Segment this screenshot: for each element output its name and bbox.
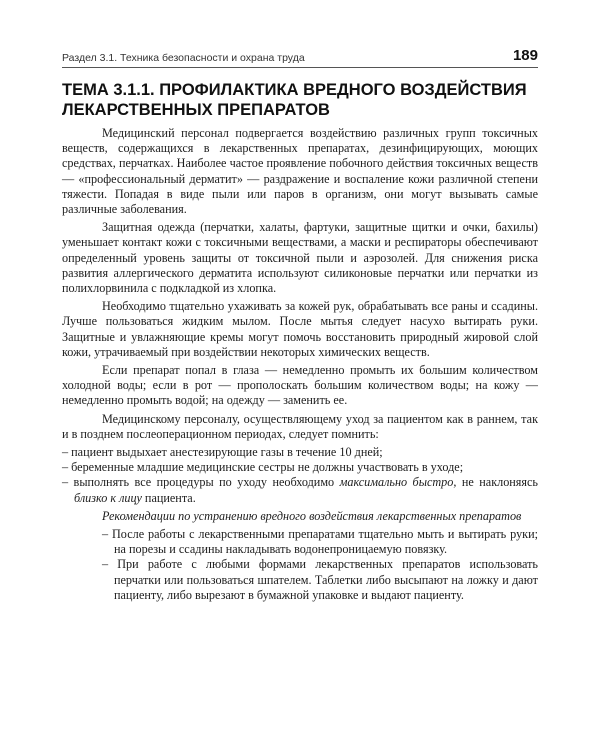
list-item-text: – выполнять все процедуры по уходу необходимо xyxy=(62,475,340,490)
list-item: – пациент выдыхает анестезирующие газы в течение 10 дней; xyxy=(62,445,383,460)
section-title: Раздел 3.1. Техника безопасности и охрана труда xyxy=(62,52,305,64)
list-item xyxy=(62,475,538,505)
page-number: 189 xyxy=(512,47,538,64)
running-header xyxy=(62,46,538,64)
recommendations-heading: Рекомендации по устранению вредного воздействия лекарственных препаратов xyxy=(102,508,522,523)
header-rule xyxy=(62,67,538,68)
emphasis-text: максимально быстро, xyxy=(339,475,457,490)
paragraph: Медицинский персонал подвергается воздействию различных групп токсичных веществ, содержащихся в лекарственных препаратах, дезинфицирующих, моющих средствах, перчатках. Наиболее частое проявление побочного действия токсичных веществ — «профессиональный дерматит» — раздражение и воспаление кожи различной степени тяжести. Попадая в виде пыли или паров в организм, они могут вызывать самые различные заболевания. xyxy=(62,126,538,217)
list-item: – беременные младшие медицинские сестры не должны участвовать в уходе; xyxy=(62,460,464,475)
topic-title: ТЕМА 3.1.1. ПРОФИЛАКТИКА ВРЕДНОГО ВОЗДЕЙСТВИЯ ЛЕКАРСТВЕННЫХ ПРЕПАРАТОВ xyxy=(62,81,527,119)
reminders-list xyxy=(62,445,538,506)
paragraph: Необходимо тщательно ухаживать за кожей рук, обрабатывать все раны и ссадины. Лучше пользоваться жидким мылом. После мытья следует насухо вытирать руки. Защитные и увлажняющие кремы могут помочь восстановить природный жировой слой кожи, утрачиваемый при воздействии некоторых химических веществ. xyxy=(62,299,538,359)
list-item-text: пациента. xyxy=(141,490,196,505)
recommendations-list xyxy=(62,527,538,603)
list-item-text: не наклоняясь xyxy=(456,475,538,490)
paragraph: Защитная одежда (перчатки, халаты, фартуки, защитные щитки и очки, бахилы) уменьшает контакт кожи с токсичными веществами, а маски и респираторы обеспечивают определенный уровень защиты от токсичной пыли и аэрозолей. Для снижения риска развития аллергического дерматита используют силиконовые перчатки или перчатки из полихлорвинила с подкладкой из хлопка. xyxy=(62,220,538,296)
paragraph: Медицинскому персоналу, осуществляющему уход за пациентом как в раннем, так и в позднем послеоперационном периодах, следует помнить: xyxy=(62,411,538,441)
emphasis-text: близко к лицу xyxy=(74,490,142,505)
list-item: – При работе с любыми формами лекарственных препаратов использовать перчатки или пользоваться шпателем. Таблетки либо высыпают на ложку и дают пациенту, либо вырезают в бумажной упаковке и выдают пациенту. xyxy=(102,557,538,602)
body-text xyxy=(62,126,538,606)
paragraph: Если препарат попал в глаза — немедленно промыть их большим количеством холодной воды; если в рот — прополоскать большим количеством воды; на кожу — немедленно промыть водой; на одежду — заменить ее. xyxy=(62,363,538,408)
list-item: – После работы с лекарственными препаратами тщательно мыть и вытирать руки; на порезы и ссадины накладывать водонепроницаемую повязку. xyxy=(102,527,538,557)
